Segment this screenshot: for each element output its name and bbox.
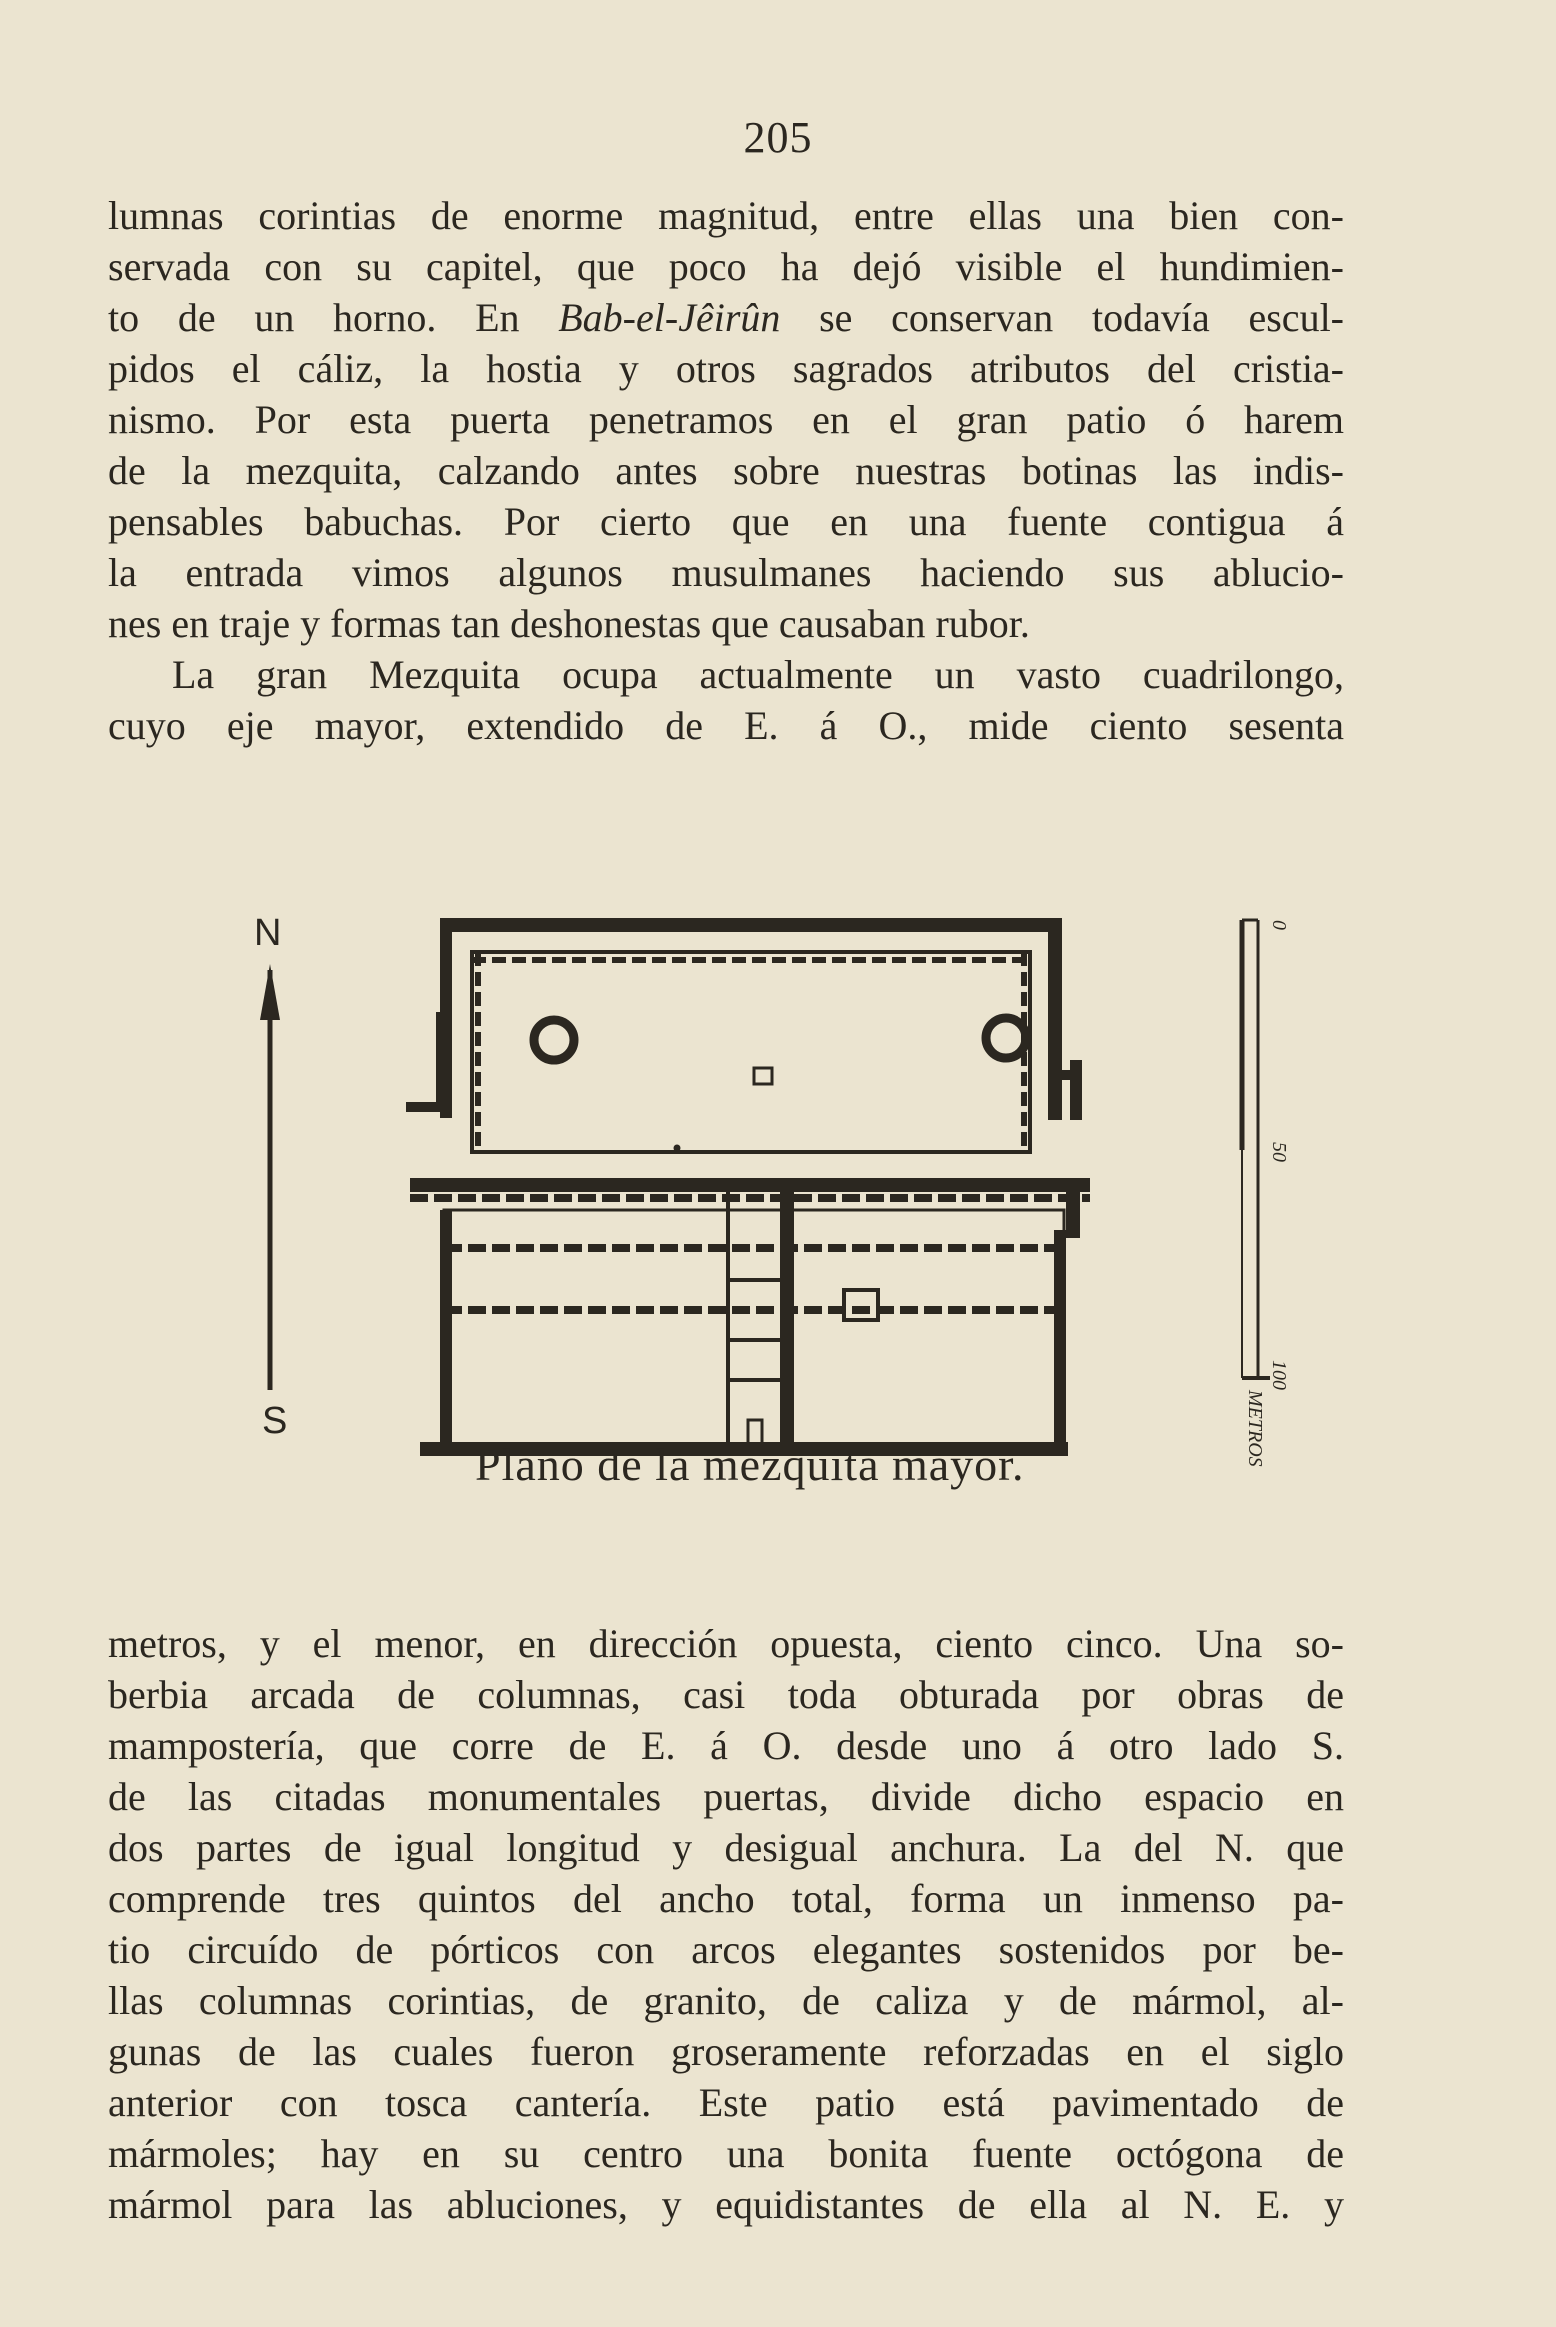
compass-north-label: N <box>254 912 282 954</box>
mosque-plan-figure <box>240 880 1340 1520</box>
central-fountain <box>754 1068 772 1084</box>
mosque-plan-drawing <box>240 880 1340 1520</box>
text-line: La gran Mezquita ocupa actualmente un vasto cuadrilongo, <box>172 652 1344 697</box>
text-line: nes en traje y formas tan deshonestas que causaban rubor. <box>108 601 1030 646</box>
page-number: 205 <box>743 113 813 162</box>
text-line: de las citadas monumentales puertas, divide dicho espacio en <box>108 1774 1344 1819</box>
text-line: nismo. Por esta puerta penetramos en el gran patio ó harem <box>108 397 1344 442</box>
text-line: metros, y el menor, en dirección opuesta, ciento cinco. Una so- <box>108 1621 1344 1666</box>
text-line: cuyo eje mayor, extendido de E. á O., mide ciento sesenta <box>108 703 1344 748</box>
compass-south-label: S <box>262 1400 288 1442</box>
scale-tick-label: 50 <box>1268 1142 1290 1162</box>
text-line: mármoles; hay en su centro una bonita fuente octógona de <box>108 2131 1344 2176</box>
text-line: berbia arcada de columnas, casi toda obturada por obras de <box>108 1672 1344 1717</box>
text-line: lumnas corintias de enorme magnitud, entre ellas una bien con- <box>108 193 1344 238</box>
text-run: se conservan todavía escul- <box>780 295 1344 340</box>
figure-caption: Plano de la mezquita mayor. <box>475 1439 1025 1490</box>
text-line: llas columnas corintias, de granito, de caliza y de mármol, al- <box>108 1978 1344 2023</box>
top-paragraph <box>108 190 1344 751</box>
text-line: pidos el cáliz, la hostia y otros sagrados atributos del cristia- <box>108 346 1344 391</box>
text-line: pensables babuchas. Por cierto que en una fuente contigua á <box>108 499 1344 544</box>
text-line: gunas de las cuales fueron groseramente reforzadas en el siglo <box>108 2029 1344 2074</box>
scale-tick-label: 0 <box>1268 920 1290 930</box>
scale-unit-label: METROS <box>1244 1390 1266 1467</box>
text-line: servada con su capitel, que poco ha dejó visible el hundimien- <box>108 244 1344 289</box>
text-line: tio circuído de pórticos con arcos elegantes sostenidos por be- <box>108 1927 1344 1972</box>
text-line: dos partes de igual longitud y desigual anchura. La del N. que <box>108 1825 1344 1870</box>
text-line: mampostería, que corre de E. á O. desde uno á otro lado S. <box>108 1723 1344 1768</box>
text-line: anterior con tosca cantería. Este patio está pavimentado de <box>108 2080 1344 2125</box>
fountain-west <box>534 1020 574 1060</box>
compass-arrowhead <box>260 964 280 1020</box>
text-line: de la mezquita, calzando antes sobre nuestras botinas las indis- <box>108 448 1344 493</box>
gate-name-italic: Bab-el-Jêirûn <box>558 295 781 340</box>
bottom-paragraph <box>108 1618 1344 2230</box>
fountain-east <box>986 1018 1026 1058</box>
text-line: comprende tres quintos del ancho total, forma un inmenso pa- <box>108 1876 1344 1921</box>
text-line: la entrada vimos algunos musulmanes haciendo sus ablucio- <box>108 550 1344 595</box>
text-run: to de un horno. En <box>108 295 559 340</box>
scale-tick-label: 100 <box>1268 1360 1290 1390</box>
text-line: mármol para las abluciones, y equidistantes de ella al N. E. y <box>108 2182 1344 2227</box>
text-line <box>108 292 1344 343</box>
